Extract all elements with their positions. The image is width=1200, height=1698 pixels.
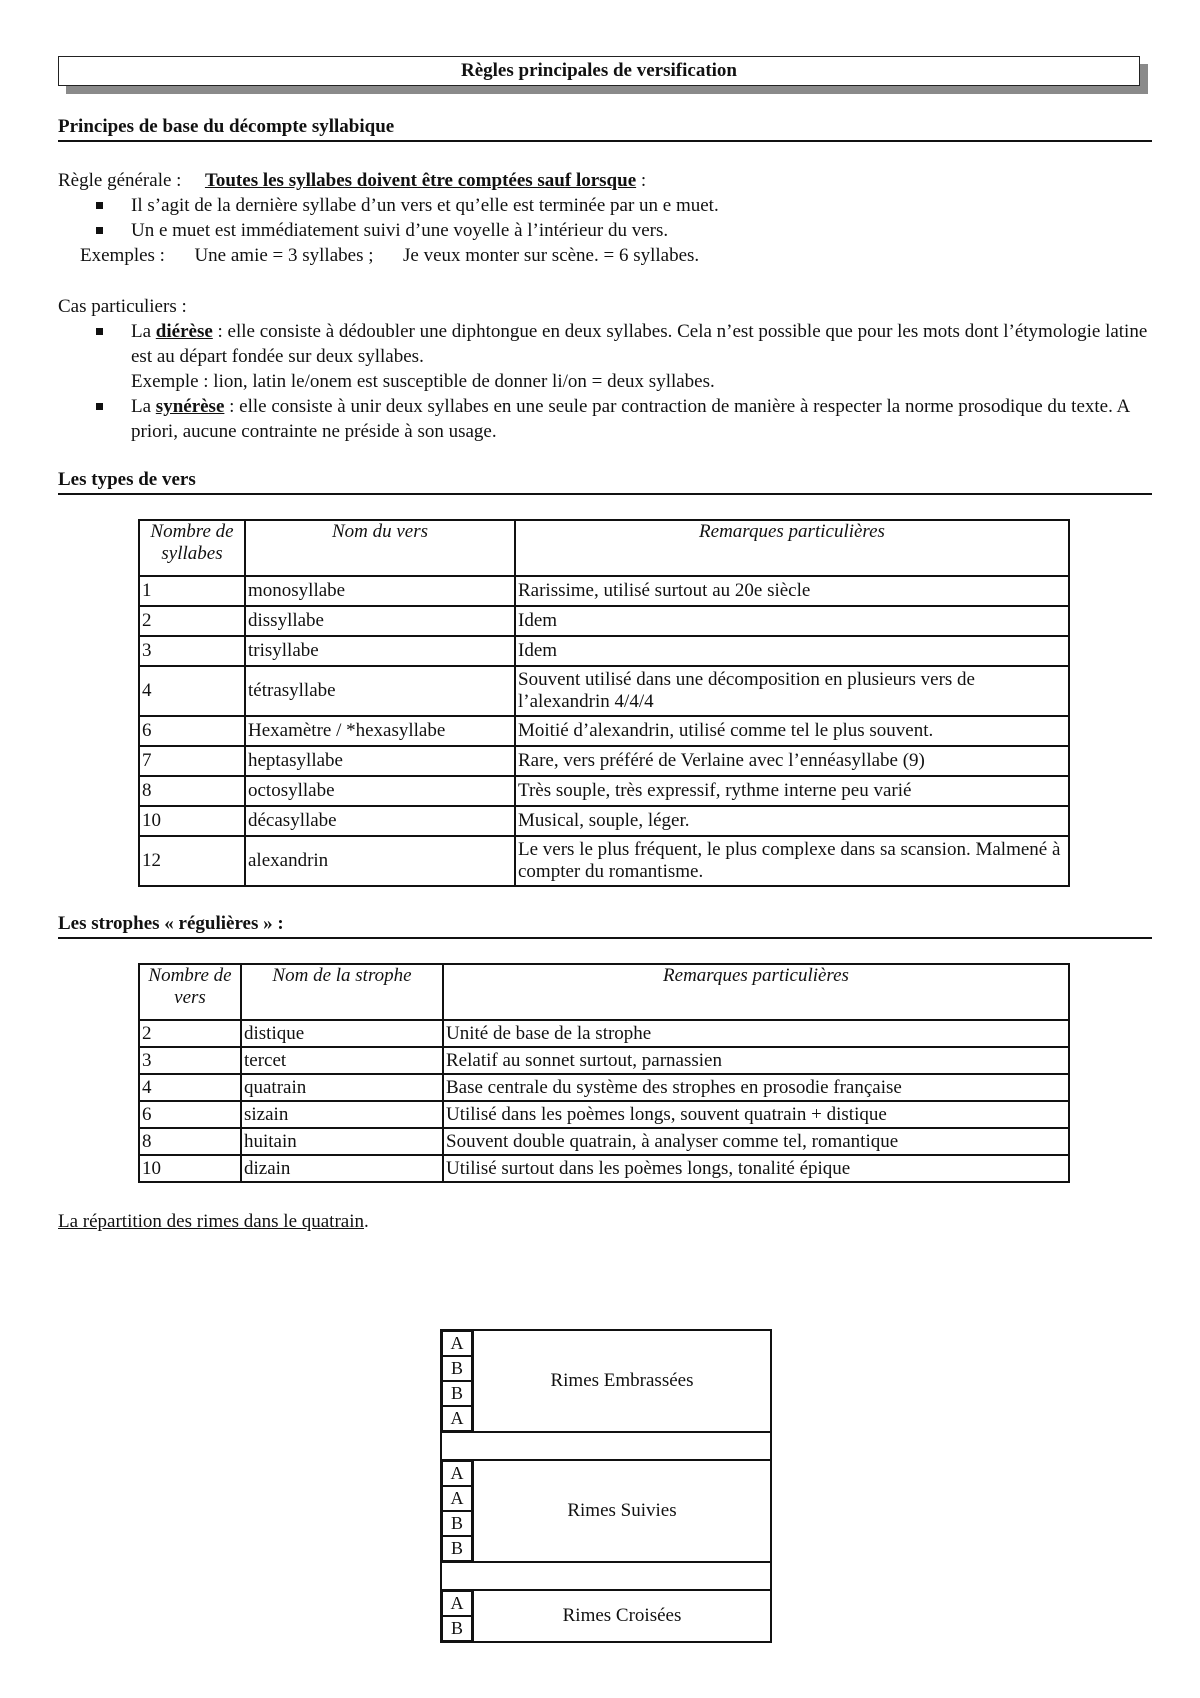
cell-name: dissyllabe [245,606,515,636]
column-header: Remarques particulières [515,520,1069,576]
cell-remarks: Moitié d’alexandrin, utilisé comme tel le plus souvent. [515,716,1069,746]
table-row [139,636,1069,666]
synerese-term: synérèse [155,396,225,417]
rhyme-block-separator [442,1431,770,1461]
examples-label: Exemples : [80,245,165,266]
verse-types-table [138,519,1070,887]
cell-remarks: Relatif au sonnet surtout, parnassien [443,1047,1069,1074]
column-header: Nom du vers [245,520,515,576]
rhyme-block-separator [442,1561,770,1591]
cell-name: octosyllabe [245,776,515,806]
cell-count: 8 [139,776,245,806]
rhyme-block [442,1331,770,1431]
table-row [139,1020,1069,1047]
cell-count: 3 [139,636,245,666]
cell-name: dizain [241,1155,443,1182]
stanza-table-body [139,1020,1069,1182]
cell-name: tétrasyllabe [245,666,515,716]
synerese-bullet [58,394,1152,444]
rhyme-label: Rimes Croisées [472,1591,770,1641]
cell-count: 6 [139,1101,241,1128]
cell-count: 10 [139,1155,241,1182]
cell-remarks: Le vers le plus fréquent, le plus complexe dans sa scansion. Malmené à compter du romantisme. [515,836,1069,886]
cell-count: 2 [139,1020,241,1047]
cell-remarks: Unité de base de la strophe [443,1020,1069,1047]
cell-name: sizain [241,1101,443,1128]
column-header: Remarques particulières [443,964,1069,1020]
table-row [139,1101,1069,1128]
column-header: Nombre de vers [139,964,241,1020]
rhyme-label: Rimes Embrassées [472,1331,770,1431]
table-row [139,1155,1069,1182]
rhyme-letter: A [442,1406,472,1431]
dierese-text: : elle consiste à dédoubler une diphtongue en deux syllabes. Cela n’est possible que pour les mots dont l’étymologie latine est au départ fondée sur deux syllabes. [131,321,1148,367]
cell-count: 3 [139,1047,241,1074]
column-header: Nombre de syllabes [139,520,245,576]
rhyme-letter: B [442,1356,472,1381]
synerese-text: : elle consiste à unir deux syllabes en une seule par contraction de manière à respecter la norme prosodique du texte. A priori, aucune contrainte ne préside à son usage. [131,396,1130,442]
general-rule [58,168,1152,193]
cell-remarks: Très souple, très expressif, rythme interne peu varié [515,776,1069,806]
dierese-example: Exemple : lion, latin le/onem est susceptible de donner li/on = deux syllabes. [131,371,715,392]
rhyme-letters [442,1331,472,1431]
dierese-bullet [58,319,1152,394]
rhyme-letter: B [442,1616,472,1641]
table-row [139,716,1069,746]
example-one: Une amie = 3 syllabes ; [194,245,374,266]
cell-count: 10 [139,806,245,836]
cell-name: quatrain [241,1074,443,1101]
table-row [139,806,1069,836]
cell-remarks: Souvent utilisé dans une décomposition en plusieurs vers de l’alexandrin 4/4/4 [515,666,1069,716]
table-row [139,576,1069,606]
cell-remarks: Rarissime, utilisé surtout au 20e siècle [515,576,1069,606]
cell-remarks: Utilisé surtout dans les poèmes longs, tonalité épique [443,1155,1069,1182]
table-header-row [139,520,1069,576]
rhyme-letter: B [442,1381,472,1406]
rule-bullet-text: Il s’agit de la dernière syllabe d’un vers et qu’elle est terminée par un e muet. [131,195,719,216]
square-bullet-icon [96,202,103,209]
cell-remarks: Base centrale du système des strophes en prosodie française [443,1074,1069,1101]
table-row [139,1074,1069,1101]
rhyme-letter: A [442,1461,472,1486]
cell-name: huitain [241,1128,443,1155]
section-heading-stanzas: Les strophes « régulières » : [58,913,1152,939]
rhyme-letters [442,1461,472,1561]
table-row [139,1047,1069,1074]
table-row [139,666,1069,716]
rhyme-letter: A [442,1331,472,1356]
cell-name: heptasyllabe [245,746,515,776]
cell-count: 4 [139,1074,241,1101]
dierese-term: diérèse [155,321,213,342]
cell-count: 4 [139,666,245,716]
example-two: Je veux monter sur scène. = 6 syllabes. [403,245,700,266]
cell-name: Hexamètre / *hexasyllabe [245,716,515,746]
rhyme-distribution-title: La répartition des rimes dans le quatrain [58,1211,365,1232]
cell-count: 7 [139,746,245,776]
square-bullet-icon [96,328,103,335]
rhyme-block [442,1591,770,1641]
dierese-prefix: La [131,321,156,342]
rhyme-letter: A [442,1486,472,1511]
table-row [139,606,1069,636]
cell-count: 8 [139,1128,241,1155]
cell-count: 6 [139,716,245,746]
cell-count: 1 [139,576,245,606]
cell-name: alexandrin [245,836,515,886]
cell-name: tercet [241,1047,443,1074]
cell-remarks: Idem [515,606,1069,636]
rule-bullet [58,193,1152,218]
verse-table-body [139,576,1069,886]
general-rule-main: Toutes les syllabes doivent être comptées sauf lorsque [204,170,637,191]
section-heading-syllabic-count: Principes de base du décompte syllabique [58,116,1152,142]
cell-name: distique [241,1020,443,1047]
cell-count: 2 [139,606,245,636]
rhyme-letter: A [442,1591,472,1616]
rule-bullet-text: Un e muet est immédiatement suivi d’une voyelle à l’intérieur du vers. [131,220,669,241]
square-bullet-icon [96,227,103,234]
rhyme-distribution-heading [58,1209,1152,1234]
rhyme-block [442,1461,770,1561]
cell-remarks: Idem [515,636,1069,666]
cell-remarks: Souvent double quatrain, à analyser comme tel, romantique [443,1128,1069,1155]
special-cases-heading: Cas particuliers : [58,296,187,317]
table-row [139,746,1069,776]
stanza-types-table [138,963,1070,1183]
synerese-prefix: La [131,396,156,417]
table-header-row [139,964,1069,1020]
cell-remarks: Utilisé dans les poèmes longs, souvent quatrain + distique [443,1101,1069,1128]
rhyme-letters [442,1591,472,1641]
cell-count: 12 [139,836,245,886]
general-rule-prefix: Règle générale : [58,170,182,191]
column-header: Nom de la strophe [241,964,443,1020]
general-rule-suffix: : [636,170,647,191]
examples-line [58,243,1152,268]
section-heading-verse-types: Les types de vers [58,469,1152,495]
rule-bullet [58,218,1152,243]
square-bullet-icon [96,403,103,410]
table-row [139,1128,1069,1155]
rhyme-distribution-suffix: . [364,1211,369,1232]
table-row [139,776,1069,806]
cell-name: décasyllabe [245,806,515,836]
cell-remarks: Rare, vers préféré de Verlaine avec l’ennéasyllabe (9) [515,746,1069,776]
rhyme-label: Rimes Suivies [472,1461,770,1561]
table-row [139,836,1069,886]
rhyme-letter: B [442,1536,472,1561]
document-page [58,56,1152,1234]
cell-remarks: Musical, souple, léger. [515,806,1069,836]
rhyme-letter: B [442,1511,472,1536]
rhyme-scheme-diagram [440,1329,772,1643]
cell-name: monosyllabe [245,576,515,606]
cell-name: trisyllabe [245,636,515,666]
document-title: Règles principales de versification [58,56,1140,86]
